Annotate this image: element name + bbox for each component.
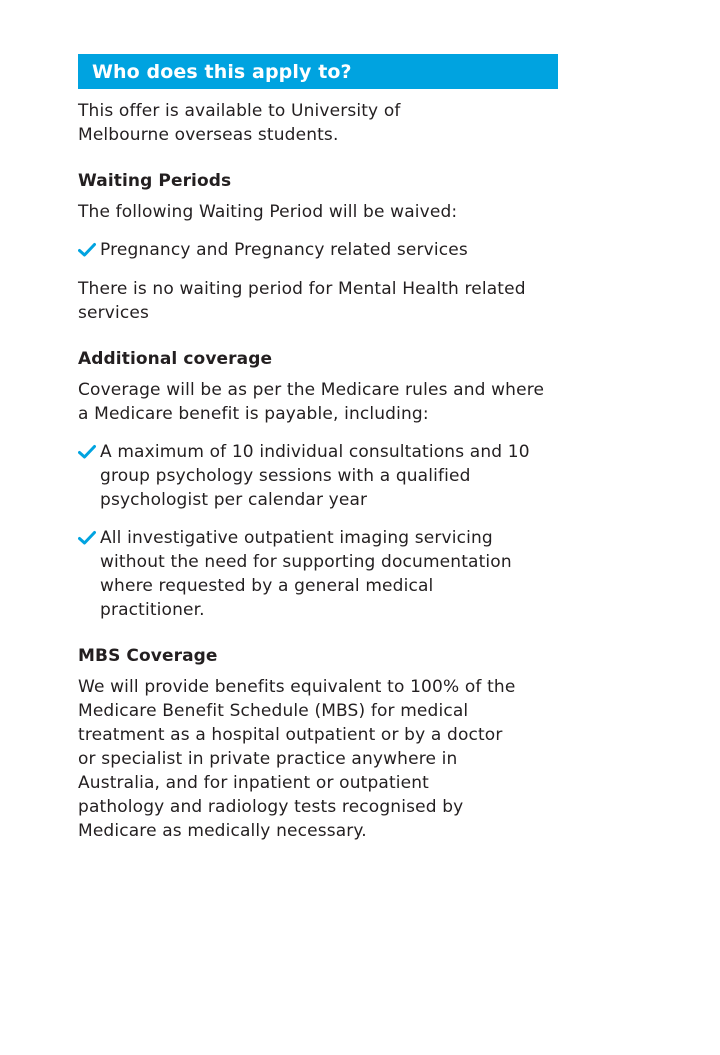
- list-item-text: All investigative outpatient imaging servicing without the need for supporting documentation where requested by a general medical practitioner.: [100, 528, 512, 620]
- checkmark-icon: [78, 238, 100, 262]
- additional-coverage-lead: Coverage will be as per the Medicare rules and where a Medicare benefit is payable, including:: [78, 380, 545, 424]
- section-title: Who does this apply to?: [92, 60, 352, 83]
- list-item-text: A maximum of 10 individual consultations and 10 group psychology sessions with a qualified psychologist per calendar year: [100, 442, 530, 510]
- list-item-text: Pregnancy and Pregnancy related services: [100, 240, 468, 260]
- additional-coverage-heading: Additional coverage: [78, 349, 273, 369]
- list-item-psychology-sessions: [78, 440, 558, 512]
- checkmark-icon: [78, 526, 100, 550]
- waiting-periods-heading: Waiting Periods: [78, 171, 232, 191]
- intro-paragraph: This offer is available to University of Melbourne overseas students.: [78, 101, 401, 145]
- section-header-bar: [78, 54, 558, 89]
- checkmark-icon: [78, 440, 100, 464]
- document-page: [78, 54, 558, 843]
- mbs-coverage-heading: MBS Coverage: [78, 646, 218, 666]
- mental-health-note: There is no waiting period for Mental Health related services: [78, 279, 526, 323]
- mbs-coverage-paragraph: We will provide benefits equivalent to 100% of the Medicare Benefit Schedule (MBS) for medical treatment as a hospital outpatient or by a doctor or specialist in private practice anywhere in Australia, and for inpatient or outpatient pathology and radiology tests recognised by Medicare as medically necessary.: [78, 677, 516, 841]
- list-item-outpatient-imaging: [78, 526, 558, 622]
- list-item-waived-pregnancy: [78, 238, 558, 262]
- waiting-periods-lead: The following Waiting Period will be waived:: [78, 202, 458, 222]
